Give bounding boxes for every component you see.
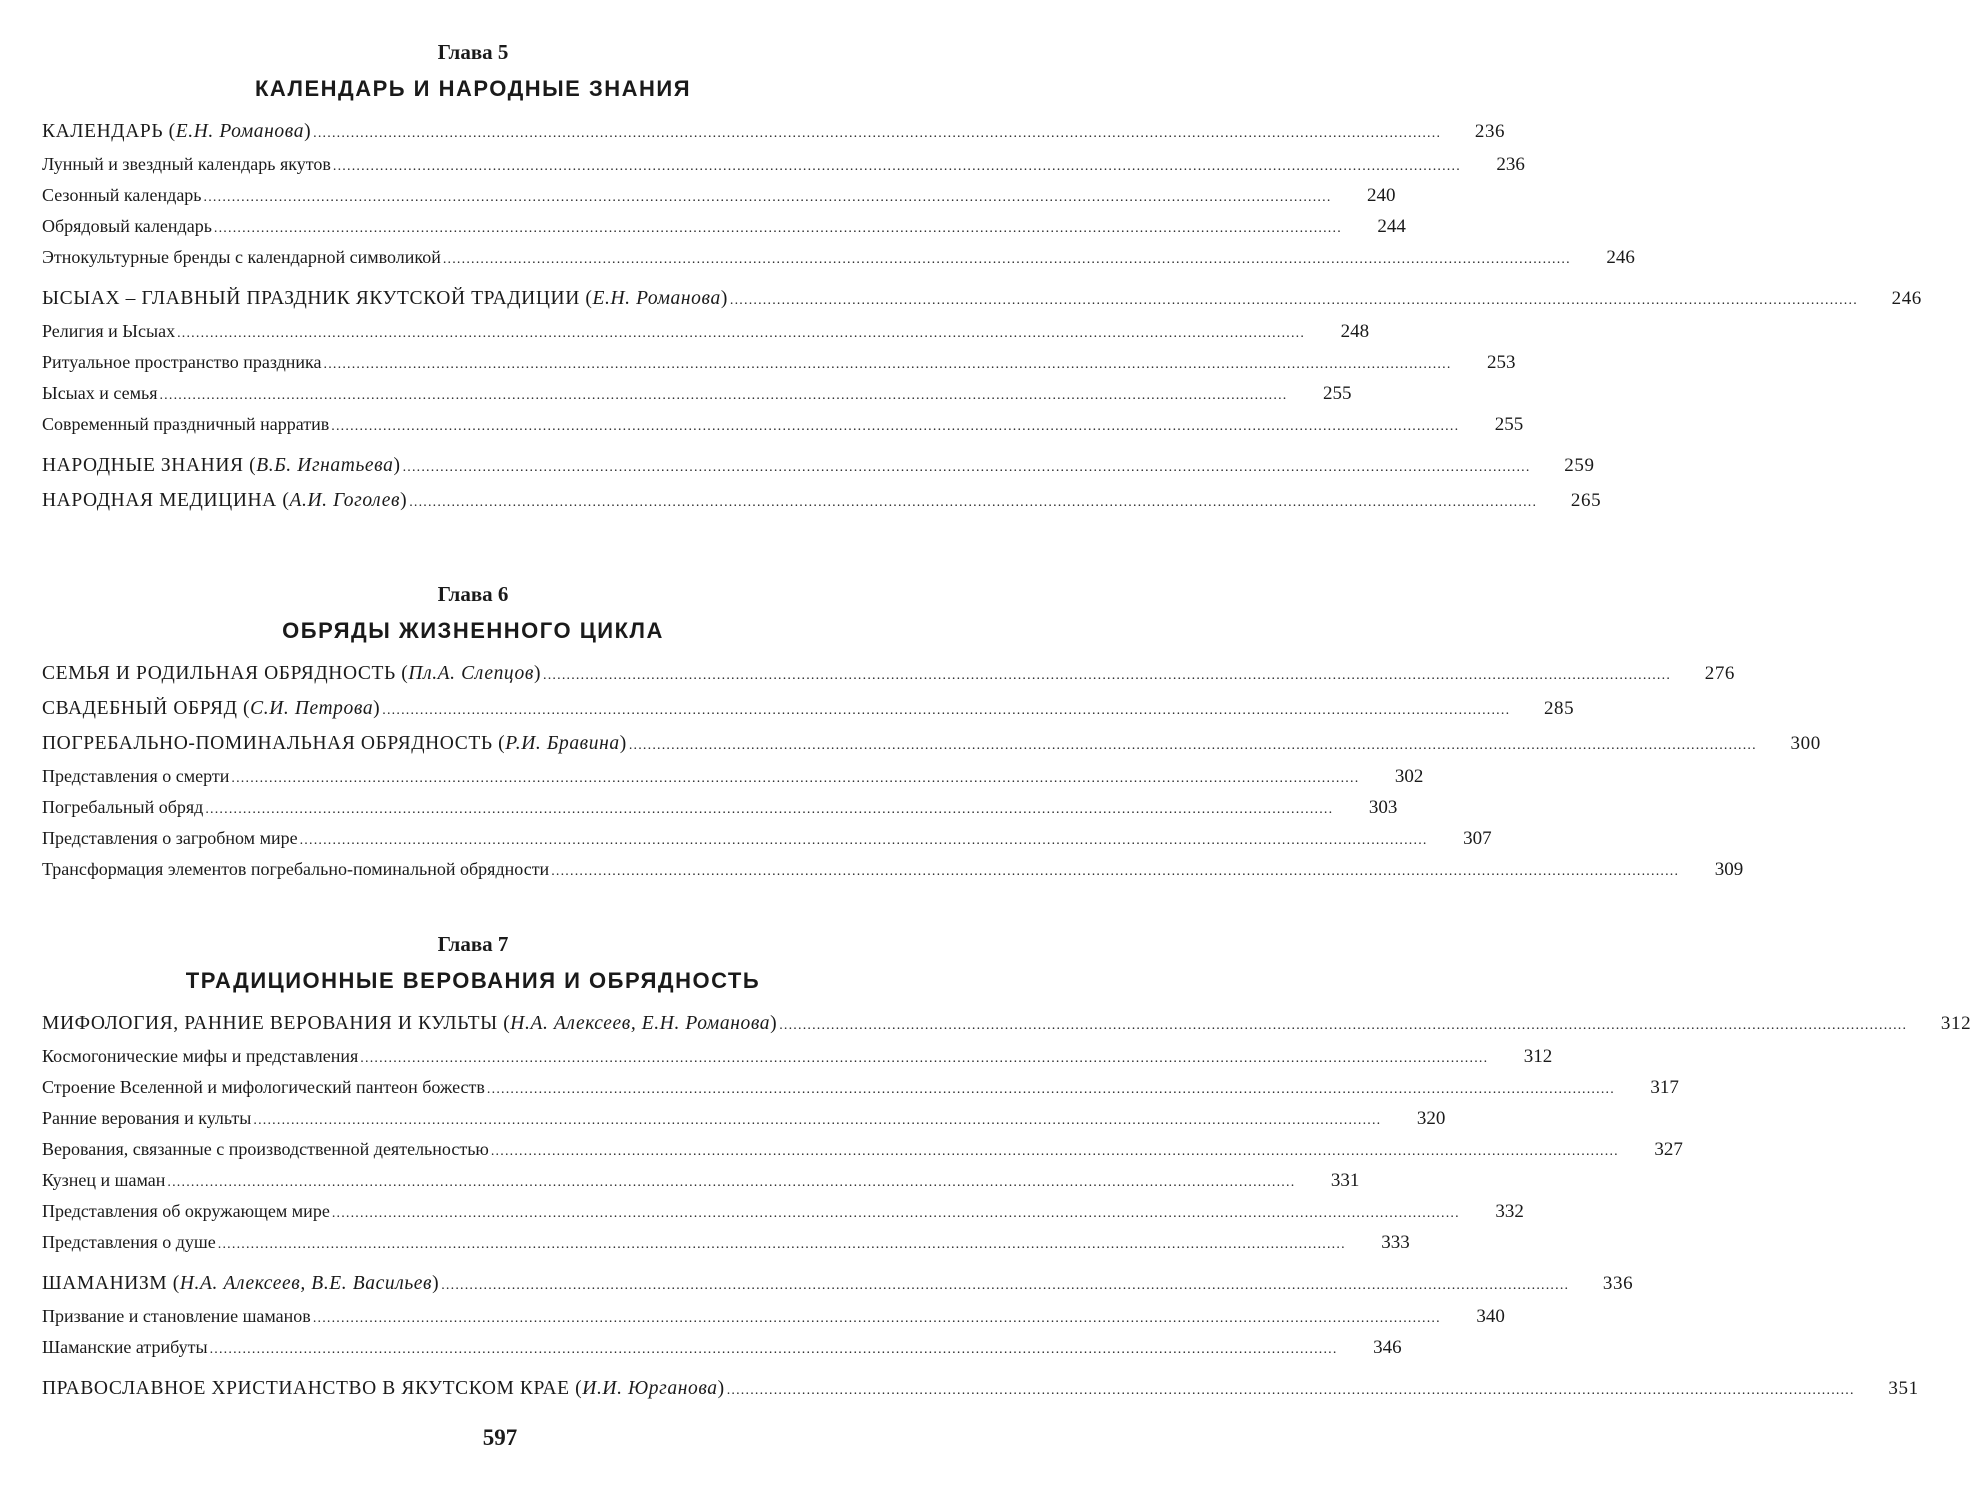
entry-title: Строение Вселенной и мифологический пантеон божеств: [42, 1077, 485, 1097]
entry-title: ШАМАНИЗМ (Н.А. Алексеев, В.Е. Васильев): [42, 1273, 440, 1294]
entry-title: Лунный и звездный календарь якутов: [42, 154, 331, 174]
entry-author: А.И. Гоголев: [289, 490, 401, 511]
toc-entry-subsection: [42, 180, 1396, 211]
entry-title: Представления о душе: [42, 1232, 216, 1252]
entry-page: 276: [1704, 663, 1736, 684]
dot-leader: [382, 693, 1510, 728]
chapter-number: Глава 5: [437, 40, 509, 64]
dot-leader: [543, 658, 1671, 693]
entry-page: 240: [1367, 185, 1396, 206]
entry-author: Н.А. Алексеев, Е.Н. Романова: [510, 1013, 771, 1034]
dot-leader: [551, 856, 1679, 887]
entry-title: Погребальный обряд: [42, 797, 204, 817]
entry-page: 332: [1495, 1201, 1524, 1222]
toc-entry-section: [42, 656, 1736, 691]
dot-leader: [441, 1268, 1569, 1303]
dot-leader: [205, 794, 1333, 825]
chapter-title: ОБРЯДЫ ЖИЗНЕННОГО ЦИКЛА: [282, 618, 664, 643]
entry-page: 300: [1790, 733, 1821, 754]
toc-entry-subsection: [42, 761, 1424, 792]
entry-page: 302: [1394, 766, 1424, 787]
entry-title: Трансформация элементов погребально-поминальной обрядности: [42, 859, 550, 879]
dot-leader: [333, 151, 1461, 182]
dot-leader: [167, 1167, 1295, 1198]
toc-entry-subsection: [42, 316, 1370, 347]
toc-entry-section: [42, 483, 1602, 518]
dot-leader: [443, 244, 1571, 275]
dot-leader: [253, 1105, 1381, 1136]
dot-leader: [300, 825, 1428, 856]
toc-entry-section: [42, 1006, 1971, 1041]
dot-leader: [360, 1043, 1488, 1074]
entry-author: Р.И. Бравина: [505, 733, 620, 754]
dot-leader: [779, 1008, 1907, 1043]
entry-title: ПОГРЕБАЛЬНО-ПОМИНАЛЬНАЯ ОБРЯДНОСТЬ (Р.И. Бравина): [42, 733, 627, 754]
entry-page: 253: [1487, 352, 1516, 373]
entry-page: 303: [1368, 797, 1398, 818]
toc-entry-section: [42, 114, 1506, 149]
entry-title: Этнокультурные бренды с календарной символикой: [42, 247, 441, 267]
entry-title: Обрядовый календарь: [42, 216, 212, 236]
entry-page: 307: [1463, 828, 1492, 849]
entry-title: КАЛЕНДАРЬ (Е.Н. Романова): [42, 121, 312, 142]
entry-author: В.Б. Игнатьева: [256, 455, 394, 476]
dot-leader: [214, 213, 1342, 244]
toc-entry-subsection: [42, 149, 1525, 180]
entry-page: 331: [1330, 1170, 1360, 1191]
dot-leader: [177, 318, 1305, 349]
dot-leader: [730, 283, 1858, 318]
toc-entry-subsection: [42, 1072, 1679, 1103]
entry-page: 340: [1476, 1306, 1505, 1327]
toc-entry-subsection: [42, 792, 1398, 823]
entry-title: Шаманские атрибуты: [42, 1337, 208, 1357]
dot-leader: [491, 1136, 1619, 1167]
entry-title: Представления о загробном мире: [42, 828, 298, 848]
chapter-7: [42, 930, 1971, 1406]
entry-page: 317: [1650, 1077, 1679, 1098]
toc-entry-subsection: [42, 1196, 1524, 1227]
chapter-6: [42, 580, 1821, 885]
entry-title: Кузнец и шаман: [42, 1170, 166, 1190]
entry-page: 346: [1373, 1337, 1402, 1358]
entry-page: 246: [1891, 288, 1922, 309]
dot-leader: [727, 1373, 1855, 1408]
entry-page: 236: [1474, 121, 1506, 142]
entry-title: Современный праздничный нарратив: [42, 414, 330, 434]
toc-entry-subsection: [42, 242, 1635, 273]
entry-author: И.И. Юрганова: [582, 1378, 718, 1399]
entry-page: 236: [1496, 154, 1525, 175]
dot-leader: [332, 1198, 1460, 1229]
entry-author: С.И. Петрова: [250, 698, 374, 719]
toc-entry-subsection: [42, 1103, 1446, 1134]
toc-entry-subsection: [42, 1332, 1402, 1363]
dot-leader: [629, 728, 1757, 763]
chapter-number: Глава 7: [437, 932, 509, 956]
toc-entry-subsection: [42, 1041, 1553, 1072]
entry-title: Ысыах и семья: [42, 383, 158, 403]
toc-entry-section: [42, 1371, 1919, 1406]
entry-page: 255: [1494, 414, 1524, 435]
toc-entry-section: [42, 1266, 1634, 1301]
entry-title: СЕМЬЯ И РОДИЛЬНАЯ ОБРЯДНОСТЬ (Пл.А. Слепцов): [42, 663, 542, 684]
dot-leader: [324, 349, 1452, 380]
chapter-number: Глава 6: [437, 582, 509, 606]
entry-page: 246: [1606, 247, 1635, 268]
entry-page: 351: [1888, 1378, 1919, 1399]
entry-title: ЫСЫАХ – ГЛАВНЫЙ ПРАЗДНИК ЯКУТСКОЙ ТРАДИЦИИ (Е.Н. Романова): [42, 288, 728, 309]
entry-title: ПРАВОСЛАВНОЕ ХРИСТИАНСТВО В ЯКУТСКОМ КРАЕ (И.И. Юрганова): [42, 1378, 725, 1399]
entry-page: 333: [1381, 1232, 1410, 1253]
dot-leader: [331, 411, 1459, 442]
chapter-title: КАЛЕНДАРЬ И НАРОДНЫЕ ЗНАНИЯ: [254, 76, 692, 101]
entry-title: МИФОЛОГИЯ, РАННИЕ ВЕРОВАНИЯ И КУЛЬТЫ (Н.А. Алексеев, Е.Н. Романова): [42, 1013, 778, 1034]
entry-title: Ранние верования и культы: [42, 1108, 252, 1128]
entry-page: 327: [1654, 1139, 1683, 1160]
toc-entry-subsection: [42, 378, 1352, 409]
toc-entry-section: [42, 691, 1575, 726]
entry-page: 244: [1377, 216, 1406, 237]
entry-page: 255: [1322, 383, 1352, 404]
entry-page: 320: [1416, 1108, 1446, 1129]
entry-page: 265: [1570, 490, 1602, 511]
entry-title: Религия и Ысыах: [42, 321, 176, 341]
chapter-title: ТРАДИЦИОННЫЕ ВЕРОВАНИЯ И ОБРЯДНОСТЬ: [185, 968, 761, 993]
entry-page: 312: [1940, 1013, 1971, 1034]
toc-entry-subsection: [42, 1227, 1410, 1258]
dot-leader: [313, 1303, 1441, 1334]
entry-page: 312: [1523, 1046, 1553, 1067]
entry-page: 309: [1714, 859, 1744, 880]
page-number: 597: [482, 1425, 518, 1450]
toc-entry-subsection: [42, 347, 1516, 378]
entry-title: Представления об окружающем мире: [42, 1201, 330, 1221]
dot-leader: [210, 1334, 1338, 1365]
toc-entry-subsection: [42, 854, 1744, 885]
entry-title: Ритуальное пространство праздника: [42, 352, 322, 372]
dot-leader: [313, 116, 1441, 151]
entry-page: 336: [1602, 1273, 1634, 1294]
entry-title: Представления о смерти: [42, 766, 230, 786]
dot-leader: [231, 763, 1359, 794]
toc-entry-section: [42, 448, 1595, 483]
entry-author: Е.Н. Романова: [592, 288, 721, 309]
dot-leader: [487, 1074, 1615, 1105]
entry-author: Н.А. Алексеев, В.Е. Васильев: [179, 1273, 433, 1294]
entry-page: 248: [1340, 321, 1370, 342]
chapter-5: [42, 38, 1922, 518]
dot-leader: [159, 380, 1287, 411]
toc-entry-subsection: [42, 1165, 1360, 1196]
entry-title: Верования, связанные с производственной деятельностью: [42, 1139, 489, 1159]
toc-entry-subsection: [42, 409, 1524, 440]
toc-entry-subsection: [42, 1134, 1683, 1165]
entry-title: СВАДЕБНЫЙ ОБРЯД (С.И. Петрова): [42, 698, 381, 719]
dot-leader: [403, 450, 1531, 485]
toc-entry-section: [42, 726, 1821, 761]
entry-title: НАРОДНЫЕ ЗНАНИЯ (В.Б. Игнатьева): [42, 455, 401, 476]
entry-title: Сезонный календарь: [42, 185, 202, 205]
entry-title: Призвание и становление шаманов: [42, 1306, 311, 1326]
entry-author: Е.Н. Романова: [175, 121, 305, 142]
entry-title: Космогонические мифы и представления: [42, 1046, 359, 1066]
entry-author: Пл.А. Слепцов: [408, 663, 534, 684]
toc-entry-section: [42, 281, 1922, 316]
entry-page: 285: [1543, 698, 1575, 719]
entry-page: 259: [1564, 455, 1595, 476]
toc-entry-subsection: [42, 211, 1406, 242]
toc-entry-subsection: [42, 1301, 1505, 1332]
dot-leader: [409, 485, 1537, 520]
toc-entry-subsection: [42, 823, 1492, 854]
dot-leader: [218, 1229, 1346, 1260]
dot-leader: [204, 182, 1332, 213]
entry-title: НАРОДНАЯ МЕДИЦИНА (А.И. Гоголев): [42, 490, 408, 511]
